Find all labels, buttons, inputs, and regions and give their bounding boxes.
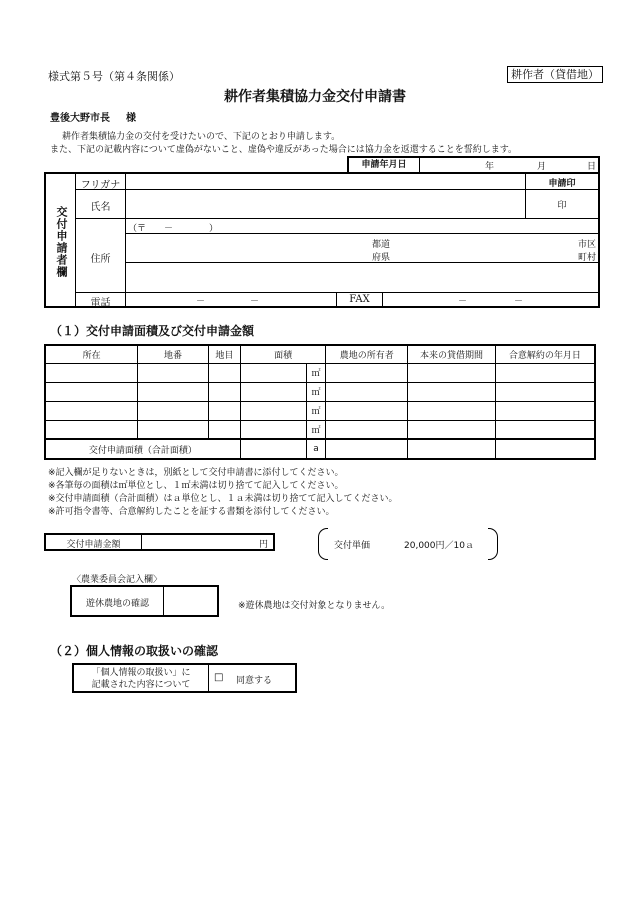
tel-input[interactable] bbox=[126, 293, 336, 306]
cell-owner[interactable] bbox=[326, 363, 408, 382]
cell-termination-date[interactable] bbox=[495, 363, 595, 382]
committee-note: ※遊休農地は交付対象となりません。 bbox=[238, 601, 391, 611]
section2-heading: （２）個人情報の取扱いの確認 bbox=[50, 644, 219, 658]
agree-label: 同意する bbox=[236, 676, 273, 686]
amount-input[interactable] bbox=[142, 535, 257, 549]
total-blank bbox=[495, 439, 595, 459]
cell-location[interactable] bbox=[45, 363, 138, 382]
cell-land-type[interactable] bbox=[208, 363, 240, 382]
cell-lease-period[interactable] bbox=[408, 382, 496, 401]
unit-m2: ㎡ bbox=[306, 401, 326, 420]
todofu-label: 都道 府県 bbox=[372, 240, 391, 263]
date-label: 申請年月日 bbox=[349, 158, 420, 172]
seal-label: 申請印 bbox=[548, 179, 576, 189]
total-area-input[interactable] bbox=[240, 439, 306, 459]
form-number: 様式第５号（第４条関係） bbox=[48, 70, 180, 83]
tel-dash-1: － bbox=[196, 297, 206, 307]
notes bbox=[48, 467, 398, 519]
land-table bbox=[44, 344, 596, 460]
fax-dash-2: － bbox=[514, 297, 524, 307]
cell-termination-date[interactable] bbox=[495, 382, 595, 401]
applicant-section bbox=[44, 172, 600, 308]
total-blank bbox=[408, 439, 496, 459]
amount-box bbox=[44, 533, 275, 551]
cell-area[interactable] bbox=[240, 420, 306, 439]
header-termination-date: 合意解約の年月日 bbox=[495, 345, 595, 363]
applicant-section-label-text: 交付申請者欄 bbox=[55, 206, 68, 278]
table-row bbox=[45, 363, 595, 382]
cell-area[interactable] bbox=[240, 363, 306, 382]
table-row bbox=[45, 382, 595, 401]
total-blank bbox=[326, 439, 408, 459]
date-month-field[interactable]: 月 bbox=[537, 162, 547, 172]
unit-m2: ㎡ bbox=[306, 363, 326, 382]
header-lot-number: 地番 bbox=[138, 345, 209, 363]
header-land-type: 地目 bbox=[208, 345, 240, 363]
cell-lot-number[interactable] bbox=[138, 401, 209, 420]
cell-location[interactable] bbox=[45, 420, 138, 439]
address-label: 住所 bbox=[90, 254, 111, 265]
cell-lease-period[interactable] bbox=[408, 401, 496, 420]
cell-area[interactable] bbox=[240, 382, 306, 401]
postal-code-field[interactable]: （〒 － ） bbox=[128, 224, 219, 234]
land-table-header bbox=[45, 345, 595, 363]
tel-label: 電話 bbox=[90, 298, 111, 309]
privacy-box bbox=[72, 663, 297, 693]
cell-location[interactable] bbox=[45, 401, 138, 420]
note-item: ※許可指令書等、合意解約したことを証する書類を添付してください。 bbox=[48, 507, 335, 517]
header-area: 面積 bbox=[240, 345, 326, 363]
cell-lot-number[interactable] bbox=[138, 420, 209, 439]
total-row bbox=[45, 439, 595, 459]
idle-land-check-label: 遊休農地の確認 bbox=[85, 599, 149, 609]
cell-location[interactable] bbox=[45, 382, 138, 401]
header-location: 所在 bbox=[45, 345, 138, 363]
cell-lease-period[interactable] bbox=[408, 420, 496, 439]
cell-owner[interactable] bbox=[326, 420, 408, 439]
total-area-label: 交付申請面積（合計面積） bbox=[45, 439, 240, 459]
page-title: 耕作者集積協力金交付申請書 bbox=[224, 89, 406, 105]
note-item: ※記入欄が足りないときは，別紙として交付申請書に添付してください。 bbox=[48, 468, 344, 478]
shiku-label: 市区 町村 bbox=[577, 240, 596, 263]
note-item: ※交付申請面積（合計面積）はａ単位とし、１ａ未満は切り捨てて記入してください。 bbox=[48, 494, 398, 504]
unit-a: a bbox=[306, 439, 326, 459]
unit-m2: ㎡ bbox=[306, 420, 326, 439]
header-lease-period: 本来の貸借期間 bbox=[408, 345, 496, 363]
cell-lot-number[interactable] bbox=[138, 382, 209, 401]
date-day-field[interactable]: 日 bbox=[587, 162, 597, 172]
date-year-field[interactable]: 年 bbox=[485, 162, 495, 172]
furigana-label: フリガナ bbox=[80, 180, 121, 191]
unit-m2: ㎡ bbox=[306, 382, 326, 401]
cell-owner[interactable] bbox=[326, 382, 408, 401]
cell-land-type[interactable] bbox=[208, 420, 240, 439]
cell-owner[interactable] bbox=[326, 401, 408, 420]
table-row bbox=[45, 401, 595, 420]
unit-price-label: 交付単価 bbox=[334, 541, 371, 551]
header-owner: 農地の所有者 bbox=[326, 345, 408, 363]
tel-dash-2: － bbox=[250, 297, 260, 307]
unit-price-value: 20,000円／10ａ bbox=[404, 541, 474, 551]
name-input[interactable] bbox=[126, 190, 525, 218]
cell-lot-number[interactable] bbox=[138, 363, 209, 382]
amount-label: 交付申請金額 bbox=[66, 540, 121, 550]
cell-land-type[interactable] bbox=[208, 401, 240, 420]
table-row bbox=[45, 420, 595, 439]
idle-land-check-input[interactable] bbox=[164, 587, 217, 615]
privacy-label: 「個人情報の取扱い」に 記載された内容について bbox=[91, 668, 191, 690]
fax-dash-1: － bbox=[458, 297, 468, 307]
furigana-input[interactable] bbox=[126, 174, 525, 189]
intro-line-2: また、下記の記載内容について虚偽がないこと、虚偽や違反があった場合には協力金を返還することを誓約します。 bbox=[50, 145, 518, 155]
cell-termination-date[interactable] bbox=[495, 420, 595, 439]
address-input[interactable] bbox=[126, 263, 598, 292]
date-row bbox=[347, 156, 600, 172]
cell-area[interactable] bbox=[240, 401, 306, 420]
section1-heading: （１）交付申請面積及び交付申請金額 bbox=[50, 324, 255, 338]
cell-land-type[interactable] bbox=[208, 382, 240, 401]
name-label: 氏名 bbox=[90, 202, 111, 213]
committee-heading: 〈農業委員会記入欄〉 bbox=[72, 575, 163, 585]
amount-unit: 円 bbox=[259, 540, 269, 550]
seal-mark: 印 bbox=[557, 201, 567, 211]
form-type-tag: 耕作者（貸借地） bbox=[507, 66, 603, 83]
note-item: ※各筆毎の面積は㎡単位とし、１㎡未満は切り捨てて記入してください。 bbox=[48, 481, 344, 491]
committee-box bbox=[70, 585, 219, 617]
unit-price-box bbox=[318, 528, 498, 558]
cell-lease-period[interactable] bbox=[408, 363, 496, 382]
addressee: 豊後大野市長 様 bbox=[50, 113, 136, 124]
fax-label: FAX bbox=[349, 294, 370, 305]
applicant-section-label bbox=[48, 206, 74, 282]
intro-line-1: 耕作者集積協力金の交付を受けたいので、下記のとおり申請します。 bbox=[62, 132, 341, 142]
cell-termination-date[interactable] bbox=[495, 401, 595, 420]
agree-checkbox[interactable]: □ bbox=[214, 672, 224, 683]
fax-input[interactable] bbox=[383, 293, 598, 306]
